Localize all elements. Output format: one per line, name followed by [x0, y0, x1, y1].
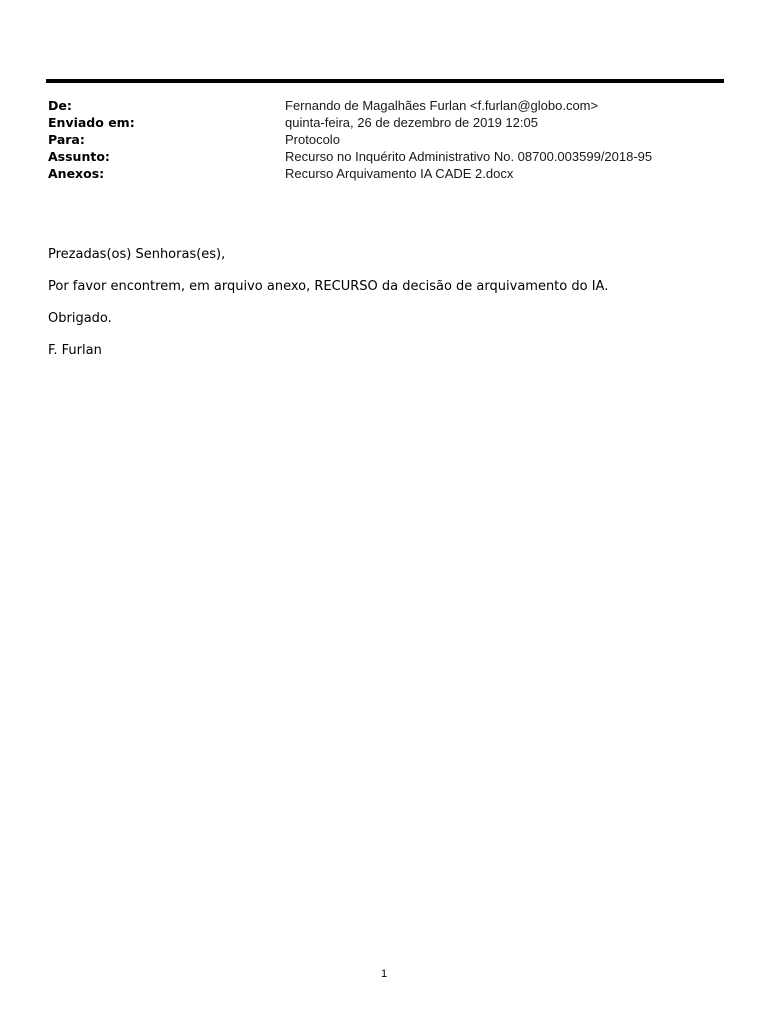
- header-row-subject: [48, 148, 724, 165]
- header-row-from: [48, 97, 724, 114]
- header-value-sent: quinta-feira, 26 de dezembro de 2019 12:05: [285, 115, 538, 130]
- header-row-sent: [48, 114, 724, 131]
- header-label-subject: Assunto:: [48, 149, 110, 164]
- header-value-to: Protocolo: [285, 132, 340, 147]
- header-divider: [46, 79, 724, 83]
- header-value-from: Fernando de Magalhães Furlan <f.furlan@globo.com>: [285, 98, 599, 113]
- header-label-attachments: Anexos:: [48, 166, 105, 181]
- email-header-block: [48, 97, 724, 182]
- message-text: Por favor encontrem, em arquivo anexo, RECURSO da decisão de arquivamento do IA.: [48, 279, 609, 294]
- header-row-attachments: [48, 165, 724, 182]
- header-value-attachments: Recurso Arquivamento IA CADE 2.docx: [285, 166, 514, 181]
- email-body: [48, 246, 728, 374]
- closing-text: Obrigado.: [48, 311, 112, 326]
- header-label-sent: Enviado em:: [48, 115, 135, 130]
- header-label-to: Para:: [48, 132, 85, 147]
- signature-text: F. Furlan: [48, 343, 102, 358]
- header-value-subject: Recurso no Inquérito Administrativo No. 08700.003599/2018-95: [285, 149, 653, 164]
- page-number: 1: [380, 968, 388, 980]
- header-label-from: De:: [48, 98, 72, 113]
- header-row-to: [48, 131, 724, 148]
- greeting-text: Prezadas(os) Senhoras(es),: [48, 247, 226, 262]
